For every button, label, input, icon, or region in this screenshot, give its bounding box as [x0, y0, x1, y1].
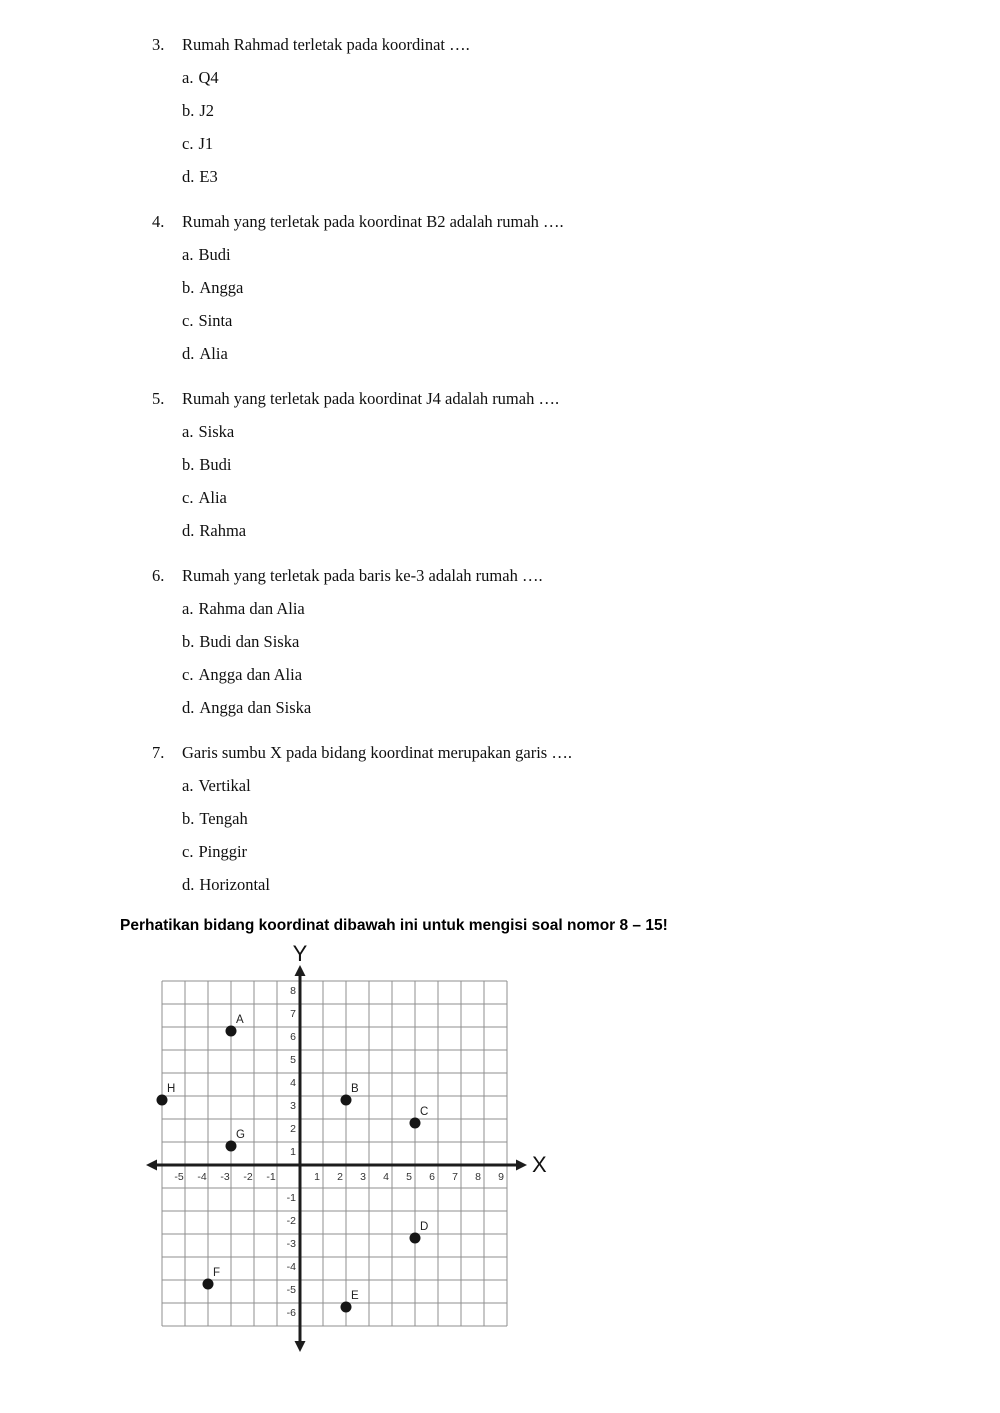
option-letter: c. [182, 842, 194, 861]
answer-option [182, 658, 950, 691]
y-tick-label: 2 [290, 1123, 296, 1135]
option-text: Alia [199, 344, 228, 363]
point-label-D: D [420, 1221, 429, 1233]
option-letter: d. [182, 167, 195, 186]
option-letter: d. [182, 521, 195, 540]
question-text: Rumah yang terletak pada baris ke-3 adalah rumah …. [182, 566, 543, 585]
option-text: Horizontal [199, 875, 270, 894]
y-tick-label: 4 [290, 1077, 296, 1089]
x-tick-label: 2 [337, 1171, 343, 1183]
question-head [120, 382, 950, 415]
option-letter: b. [182, 632, 195, 651]
option-text: Budi [198, 245, 231, 264]
option-letter: b. [182, 809, 195, 828]
question-text: Garis sumbu X pada bidang koordinat merupakan garis …. [182, 743, 572, 762]
y-tick-label: -3 [286, 1238, 296, 1250]
option-text: Rahma dan Alia [198, 599, 305, 618]
x-tick-label: 4 [383, 1171, 389, 1183]
option-text: E3 [199, 167, 218, 186]
y-tick-label: 5 [290, 1054, 296, 1066]
answer-option [182, 691, 950, 724]
option-letter: d. [182, 875, 195, 894]
option-letter: b. [182, 101, 195, 120]
answer-option [182, 304, 950, 337]
answer-option [182, 592, 950, 625]
x-tick-label: -2 [243, 1171, 253, 1183]
data-point-A [226, 1026, 237, 1037]
questions-section [120, 28, 950, 901]
y-tick-label: -1 [286, 1192, 296, 1204]
option-letter: d. [182, 698, 195, 717]
question-head [120, 736, 950, 769]
point-label-F: F [213, 1267, 221, 1279]
question-number: 4. [152, 212, 165, 231]
option-letter: b. [182, 278, 195, 297]
option-text: Tengah [199, 809, 248, 828]
answer-option [182, 835, 950, 868]
point-label-A: A [236, 1014, 244, 1026]
question-item-5 [120, 382, 950, 547]
option-letter: c. [182, 488, 194, 507]
y-axis-title: Y [292, 941, 308, 966]
option-text: Angga dan Alia [198, 665, 303, 684]
point-label-C: C [420, 1106, 429, 1118]
option-letter: c. [182, 311, 194, 330]
x-tick-label: -1 [266, 1171, 276, 1183]
option-text: Q4 [198, 68, 219, 87]
instruction-text: Perhatikan bidang koordinat dibawah ini untuk mengisi soal nomor 8 – 15! [120, 917, 668, 934]
question-item-7 [120, 736, 950, 901]
x-tick-label: 1 [314, 1171, 320, 1183]
x-tick-label: -5 [174, 1171, 184, 1183]
x-tick-label: 8 [475, 1171, 481, 1183]
answer-option [182, 514, 950, 547]
option-text: J1 [198, 134, 214, 153]
y-axis-arrow-bottom-icon [295, 1341, 306, 1352]
option-text: Pinggir [198, 842, 248, 861]
option-text: Budi [199, 455, 232, 474]
option-text: Angga [199, 278, 244, 297]
option-text: Angga dan Siska [199, 698, 312, 717]
x-tick-label: 3 [360, 1171, 366, 1183]
y-tick-label: -4 [286, 1261, 296, 1273]
answer-option [182, 160, 950, 193]
x-tick-label: -4 [197, 1171, 207, 1183]
option-text: Sinta [198, 311, 233, 330]
option-text: Vertikal [198, 776, 251, 795]
answer-option [182, 448, 950, 481]
option-letter: c. [182, 665, 194, 684]
answer-option [182, 127, 950, 160]
question-head [120, 205, 950, 238]
question-item-3 [120, 28, 950, 193]
x-tick-label: 7 [452, 1171, 458, 1183]
data-point-C [410, 1118, 421, 1129]
y-tick-label: 3 [290, 1100, 296, 1112]
question-number: 3. [152, 35, 165, 54]
data-point-F [203, 1279, 214, 1290]
x-tick-label: 6 [429, 1171, 435, 1183]
question-text: Rumah yang terletak pada koordinat J4 adalah rumah …. [182, 389, 560, 408]
option-letter: c. [182, 134, 194, 153]
x-tick-label: 5 [406, 1171, 412, 1183]
answer-option [182, 337, 950, 370]
data-point-B [341, 1095, 352, 1106]
question-item-6 [120, 559, 950, 724]
coordinate-plane-figure [144, 941, 950, 1366]
answer-option [182, 481, 950, 514]
answer-option [182, 415, 950, 448]
x-axis-arrow-right-icon [516, 1160, 527, 1171]
option-letter: a. [182, 68, 194, 87]
y-tick-label: -5 [286, 1284, 296, 1296]
question-text: Rumah Rahmad terletak pada koordinat …. [182, 35, 470, 54]
option-text: Budi dan Siska [199, 632, 300, 651]
y-tick-label: 1 [290, 1146, 296, 1158]
point-label-G: G [236, 1129, 245, 1141]
question-number: 5. [152, 389, 165, 408]
x-tick-label: 9 [498, 1171, 504, 1183]
y-tick-label: 7 [290, 1008, 296, 1020]
option-letter: a. [182, 245, 194, 264]
question-text: Rumah yang terletak pada koordinat B2 adalah rumah …. [182, 212, 564, 231]
option-text: Rahma [199, 521, 247, 540]
answer-option [182, 769, 950, 802]
y-tick-label: -2 [286, 1215, 296, 1227]
y-tick-label: -6 [286, 1307, 296, 1319]
question-number: 6. [152, 566, 165, 585]
x-axis-arrow-left-icon [146, 1160, 157, 1171]
option-text: Siska [198, 422, 235, 441]
point-label-H: H [167, 1083, 176, 1095]
data-point-H [157, 1095, 168, 1106]
question-head [120, 559, 950, 592]
data-point-E [341, 1302, 352, 1313]
x-axis-title: X [532, 1152, 547, 1177]
y-axis-arrow-top-icon [295, 965, 306, 976]
question-number: 7. [152, 743, 165, 762]
data-point-G [226, 1141, 237, 1152]
option-text: Alia [198, 488, 227, 507]
option-text: J2 [199, 101, 215, 120]
y-tick-label: 8 [290, 985, 296, 997]
y-tick-label: 6 [290, 1031, 296, 1043]
answer-option [182, 94, 950, 127]
answer-option [182, 61, 950, 94]
x-tick-label: -3 [220, 1171, 230, 1183]
point-label-E: E [351, 1290, 359, 1302]
answer-option [182, 802, 950, 835]
option-letter: a. [182, 422, 194, 441]
answer-option [182, 238, 950, 271]
question-item-4 [120, 205, 950, 370]
coordinate-plane-chart [144, 941, 556, 1361]
point-label-B: B [351, 1083, 359, 1095]
option-letter: b. [182, 455, 195, 474]
question-head [120, 28, 950, 61]
answer-option [182, 625, 950, 658]
option-letter: a. [182, 776, 194, 795]
answer-option [182, 868, 950, 901]
option-letter: a. [182, 599, 194, 618]
data-point-D [410, 1233, 421, 1244]
option-letter: d. [182, 344, 195, 363]
answer-option [182, 271, 950, 304]
